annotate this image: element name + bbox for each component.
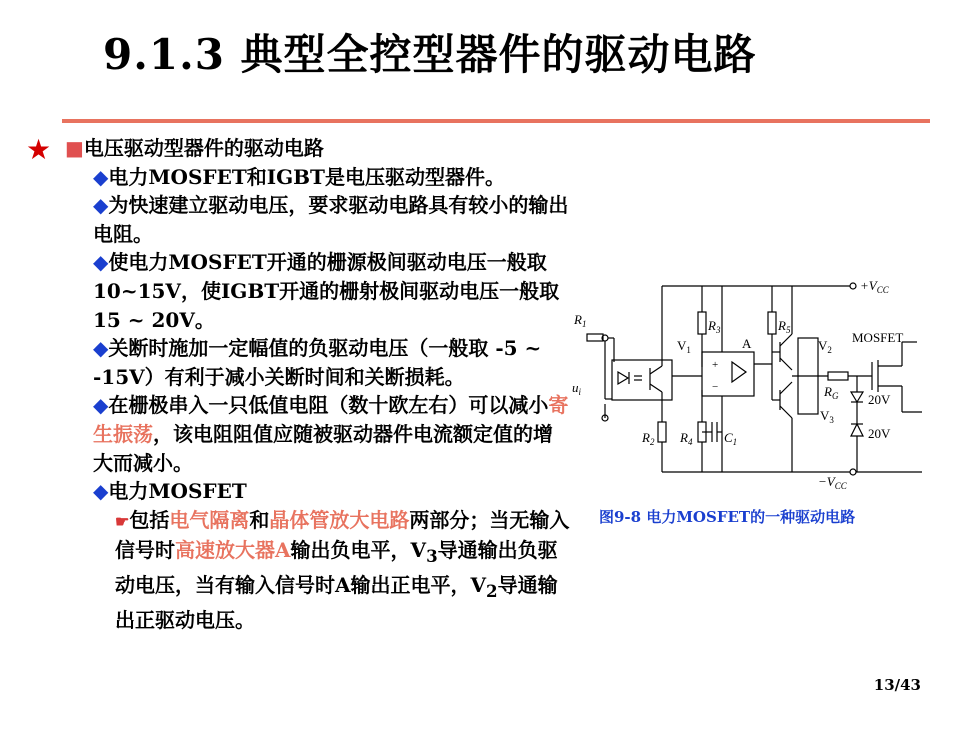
ui-label: $u_i$ (572, 380, 582, 397)
v1-label: $V_1$ (677, 338, 691, 355)
opamp-plus-label: + (712, 359, 719, 371)
vcc-negative-label: $-V_{CC}$ (818, 474, 847, 491)
bullet-item: ◆电力MOSFET (93, 479, 247, 504)
highlight-text: 晶体管放大电路 (269, 507, 410, 532)
star-icon: ★ (26, 133, 52, 166)
page-title: 9.1.3 典型全控型器件的驱动电路 (103, 30, 757, 79)
bullet-item: ◆在栅极串入一只低值电阻（数十欧左右）可以减小寄生振荡，该电阻阻值应随被驱动器件电流额定值的增大而减小。 (93, 393, 569, 475)
slide-body (65, 134, 570, 634)
diamond-bullet-icon: ◆ (93, 250, 109, 275)
bullet-item: ◆为快速建立驱动电压，要求驱动电路具有较小的输出电阻。 (93, 193, 569, 246)
zener-voltage-label: 20V (868, 392, 891, 407)
highlight-text: 电气隔离 (169, 507, 250, 532)
pointing-hand-icon: ☛ (115, 511, 130, 531)
square-bullet-icon: ■ (65, 136, 84, 160)
diamond-bullet-icon: ◆ (93, 393, 109, 418)
r1-label: $R_1$ (574, 312, 587, 329)
v3-label: $V_3$ (820, 408, 834, 425)
mosfet-drive-circuit-diagram (562, 272, 922, 502)
r4-label: $R_4$ (680, 430, 693, 447)
diamond-bullet-icon: ◆ (93, 164, 109, 189)
opamp-minus-label: − (712, 381, 719, 393)
opamp-a-label: A (742, 336, 752, 351)
figure-caption: 图9-8 电力MOSFET的一种驱动电路 (599, 508, 856, 526)
r2-label: $R_2$ (642, 430, 655, 447)
highlight-text: 高速放大器A (175, 538, 291, 563)
r5-label: $R_5$ (778, 318, 791, 335)
bullet-item: ◆使电力MOSFET开通的栅源极间驱动电压一般取10~15V，使IGBT开通的栅射极间驱动电压一般取15 ~ 20V。 (93, 250, 560, 332)
mosfet-label: MOSFET (852, 330, 904, 345)
bullet-item: ◆关断时施加一定幅值的负驱动电压（一般取 -5 ~ -15V）有利于减小关断时间和关断损耗。 (93, 336, 542, 389)
page-number: 13/43 (873, 676, 921, 694)
title-divider (62, 119, 930, 123)
bullet-item: ◆电力MOSFET和IGBT是电压驱动型器件。 (93, 164, 505, 189)
diamond-bullet-icon: ◆ (93, 193, 109, 218)
sub-item: ☛包括电气隔离和晶体管放大电路两部分；当无输入信号时高速放大器A输出负电平，$V_3$导通输出负驱动电压，当有输入信号时A输出正电平，$V_2$导通输出正驱动电压。 (115, 507, 570, 632)
diamond-bullet-icon: ◆ (93, 336, 109, 361)
section-heading: ■电压驱动型器件的驱动电路 (65, 136, 324, 160)
diamond-bullet-icon: ◆ (93, 479, 109, 504)
rg-label: $R_G$ (824, 384, 839, 401)
zener-voltage-label: 20V (868, 426, 891, 441)
c1-label: $C_1$ (724, 430, 738, 447)
highlight-text: 寄生振荡 (93, 393, 569, 446)
r3-label: $R_3$ (708, 318, 721, 335)
v2-label: $V_2$ (818, 338, 832, 355)
vcc-positive-label: $+V_{CC}$ (860, 278, 889, 295)
